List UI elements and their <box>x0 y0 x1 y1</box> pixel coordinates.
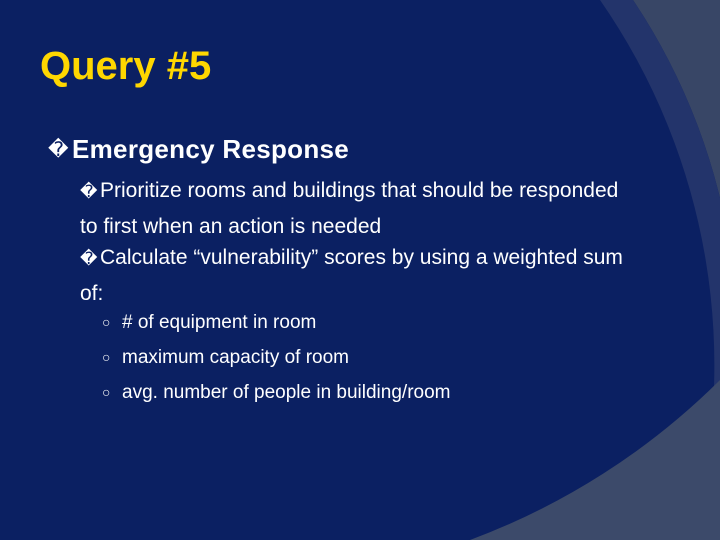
bullet-point-text: Prioritize rooms and buildings that should be responded to first when an action is needed <box>80 179 619 238</box>
circle-bullet-icon: ○ <box>102 314 111 330</box>
heading-item <box>48 134 349 165</box>
bottom-arc <box>470 380 720 540</box>
bullet-icon: � <box>80 182 98 201</box>
bullet-icon: � <box>80 249 98 268</box>
circle-bullet-icon: ○ <box>102 349 111 365</box>
sub-bullet-point <box>102 312 316 334</box>
slide-title: Query #5 <box>40 44 212 88</box>
sub-bullet-text: # of equipment in room <box>122 312 317 333</box>
sub-bullet-point <box>102 382 450 404</box>
bullet-point-text: Calculate “vulnerability” scores by using a weighted sum of: <box>80 246 623 305</box>
sub-bullet-text: maximum capacity of room <box>122 347 350 368</box>
bullet-point <box>80 173 640 244</box>
bullet-icon: � <box>48 139 69 161</box>
heading-text: Emergency Response <box>72 134 350 164</box>
circle-bullet-icon: ○ <box>102 384 111 400</box>
bullet-point <box>80 240 640 311</box>
sub-bullet-text: avg. number of people in building/room <box>122 382 451 403</box>
sub-bullet-point <box>102 347 349 369</box>
